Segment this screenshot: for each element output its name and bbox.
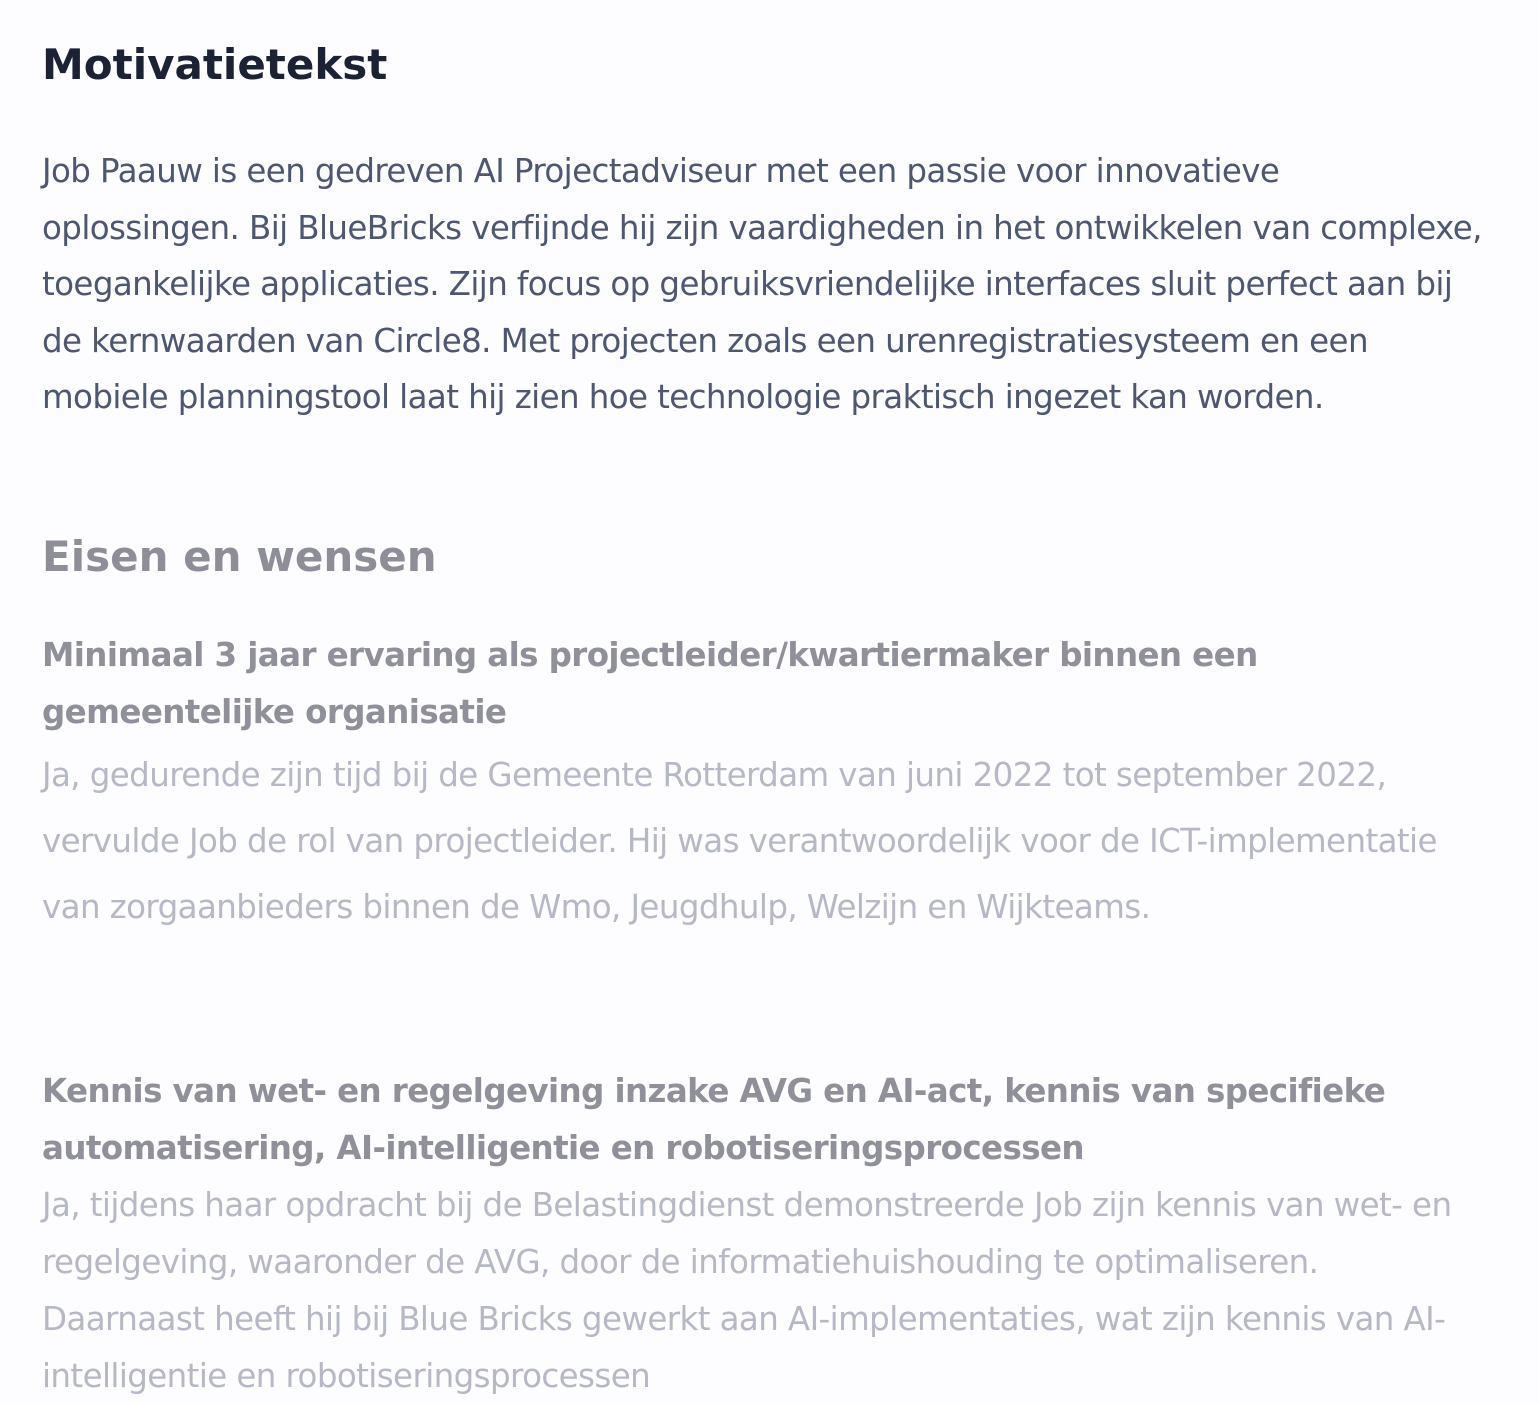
motivatie-title: Motivatietekst xyxy=(42,40,388,89)
requirement-question: Kennis van wet- en regelgeving inzake AVG en AI-act, kennis van specifieke automatisering, AI-intelligentie en robotiseringsprocessen xyxy=(42,1072,1386,1167)
requirement-question: Minimaal 3 jaar ervaring als projectleider/kwartiermaker binnen een gemeentelijke organisatie xyxy=(42,636,1258,731)
motivatie-body: Job Paauw is een gedreven AI Projectadviseur met een passie voor innovatieve oplossingen. Bij BlueBricks verfijnde hij zijn vaardigheden in het ontwikkelen van complexe, toegankelijke applicaties. Zijn focus op gebruiksvriendelijke interfaces sluit perfect aan bij de kernwaarden van Circle8. Met projecten zoals een urenregistratiesysteem en een mobiele planningstool laat hij zien hoe technologie praktisch ingezet kan worden. xyxy=(42,152,1482,416)
requirement-answer: Ja, gedurende zijn tijd bij de Gemeente Rotterdam van juni 2022 tot september 2022, vervulde Job de rol van projectleider. Hij was verantwoordelijk voor de ICT-implementatie van zorgaanbieders binnen de Wmo, Jeugdhulp, Welzijn en Wijkteams. xyxy=(42,756,1437,926)
requirement-item xyxy=(42,1063,1482,1405)
eisen-title: Eisen en wensen xyxy=(42,532,437,581)
requirement-answer: Ja, tijdens haar opdracht bij de Belastingdienst demonstreerde Job zijn kennis van wet- en regelgeving, waaronder de AVG, door de informatiehuishouding te optimaliseren. Daarnaast heeft hij bij Blue Bricks gewerkt aan AI-implementaties, wat zijn kennis van AI-intelligentie en robotiseringsprocessen xyxy=(42,1186,1452,1395)
requirement-item xyxy=(42,627,1482,940)
